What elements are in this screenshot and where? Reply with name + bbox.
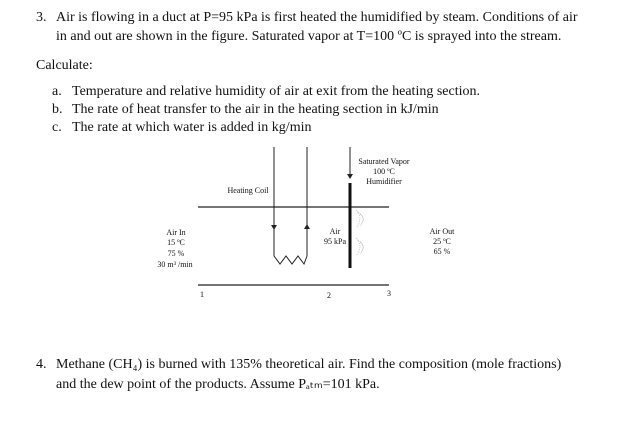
- item-c-text: The rate at which water is added in kg/min: [72, 120, 312, 135]
- station-3: 3: [387, 289, 391, 298]
- item-b-marker: b.: [52, 102, 63, 117]
- heating-coil-label: Heating Coil: [227, 186, 269, 195]
- air-in-flow: 30 m³ /min: [157, 260, 193, 269]
- sat-vapor-temp: 100 ºC: [373, 167, 395, 176]
- item-c-marker: c.: [52, 120, 62, 135]
- air-out-rh: 65 %: [433, 247, 451, 256]
- q3-line1: Air is flowing in a duct at P=95 kPa is first heated the humidified by steam. Conditions of air: [56, 10, 578, 25]
- q3-number: 3.: [36, 10, 47, 25]
- item-b-text: The rate of heat transfer to the air in the heating section in kJ/min: [72, 102, 439, 117]
- spray-icon: [356, 210, 363, 256]
- humidifier-label: Humidifier: [366, 177, 402, 186]
- q4-line2: and the dew point of the products. Assume Pₐₜₘ=101 kPa.: [56, 377, 380, 392]
- item-a-text: Temperature and relative humidity of air at exit from the heating section.: [72, 84, 480, 99]
- station-1: 1: [200, 290, 204, 299]
- humidifier-bar: [349, 183, 352, 268]
- q3-line2: in and out are shown in the figure. Saturated vapor at T=100 ºC is sprayed into the stream.: [56, 29, 562, 44]
- calculate-label: Calculate:: [36, 58, 93, 73]
- steam-arrow-icon: [347, 174, 353, 179]
- sat-vapor-label: Saturated Vapor: [358, 157, 410, 166]
- air-in-rh: 75 %: [167, 249, 185, 258]
- coil-up-arrow-icon: [304, 224, 310, 229]
- station-2: 2: [327, 291, 331, 300]
- coil-down-arrow-icon: [271, 225, 277, 230]
- air-out-label: Air Out: [429, 227, 455, 236]
- q4-number: 4.: [36, 357, 47, 372]
- air-mid-label: Air: [329, 227, 341, 236]
- air-in-label: Air In: [166, 228, 186, 237]
- air-mid-pressure: 95 kPa: [324, 237, 346, 246]
- heating-coil: [274, 147, 307, 264]
- item-a-marker: a.: [52, 84, 62, 99]
- air-in-temp: 15 ºC: [167, 238, 185, 247]
- air-out-temp: 25 ºC: [433, 237, 451, 246]
- q4-line1: Methane (CH₄) is burned with 135% theoretical air. Find the composition (mole fractions): [56, 357, 562, 372]
